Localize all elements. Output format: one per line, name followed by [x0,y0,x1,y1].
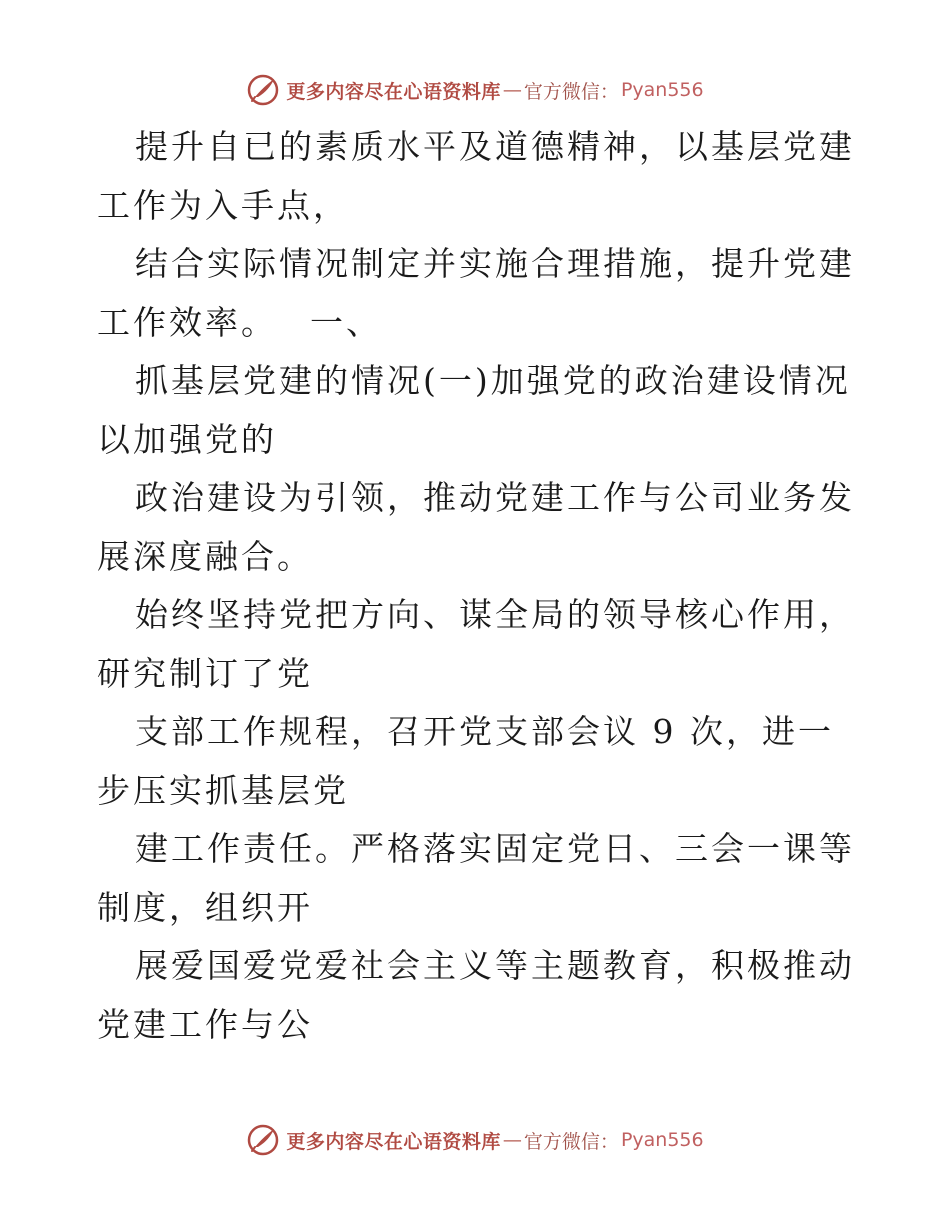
paragraph: 结合实际情况制定并实施合理措施，提升党建工作效率。 一、 [97,244,855,342]
feather-pen-logo-icon [246,73,280,107]
paragraph: 支部工作规程，召开党支部会议 9 次，进一步压实抓基层党 [97,712,834,810]
banner-wechat-label: 官方微信： [523,80,619,103]
banner-brand-text: 更多内容尽在心语资料库 [286,80,501,103]
banner-wechat-id: Pyan556 [620,79,704,101]
banner-wechat-id: Pyan556 [620,1129,704,1151]
banner-brand-text: 更多内容尽在心语资料库 [286,1130,501,1153]
document-body [97,118,857,1054]
paragraph: 提升自已的素质水平及道德精神，以基层党建工作为入手点， [97,127,855,225]
footer-watermark-banner [0,1120,950,1160]
header-watermark-banner [0,70,950,110]
feather-pen-logo-icon [246,1123,280,1157]
banner-separator: — [502,79,522,101]
paragraph: 政治建设为引领，推动党建工作与公司业务发展深度融合。 [97,478,855,576]
banner-separator: — [502,1129,522,1151]
paragraph: 抓基层党建的情况(一)加强党的政治建设情况以加强党的 [97,361,851,459]
paragraph: 始终坚持党把方向、谋全局的领导核心作用，研究制订了党 [97,595,855,693]
banner-wechat-label: 官方微信： [523,1130,619,1153]
paragraph: 展爱国爱党爱社会主义等主题教育，积极推动党建工作与公 [97,946,855,1044]
paragraph: 建工作责任。严格落实固定党日、三会一课等制度，组织开 [97,829,855,927]
